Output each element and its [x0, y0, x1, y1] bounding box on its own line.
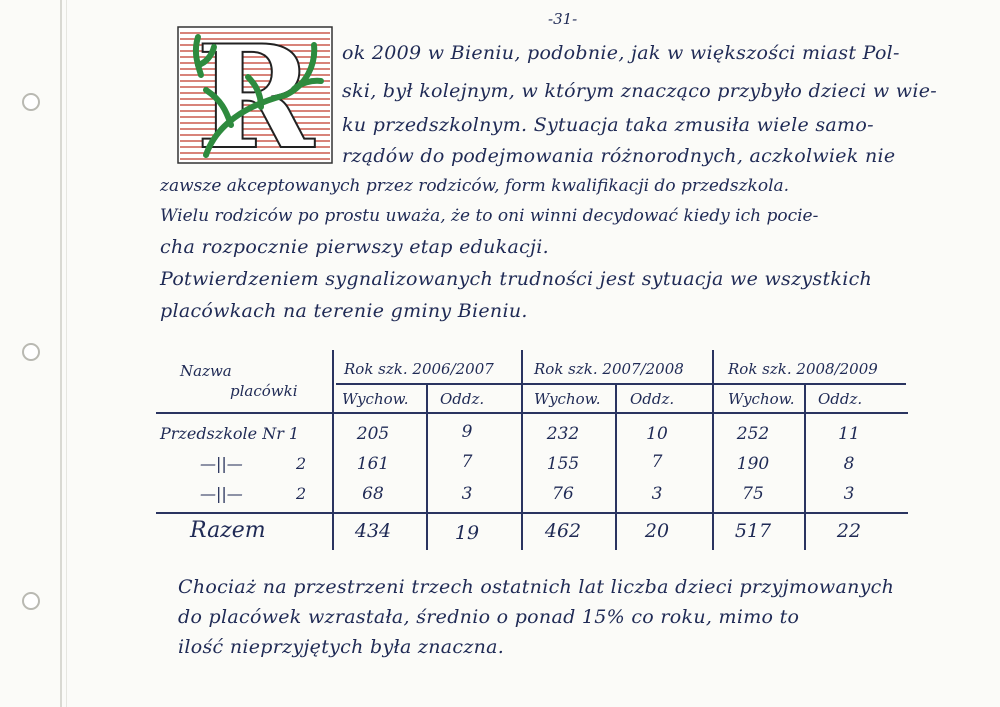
text-line: Chociaż na przestrzeni trzech ostatnich lat liczba dzieci przyjmowanych — [178, 576, 895, 598]
table-cell: 3 — [461, 484, 473, 504]
table-total-cell: 517 — [734, 520, 772, 542]
table-total-cell: 462 — [544, 520, 582, 542]
page-number: -31- — [548, 10, 578, 28]
decorated-initial-icon — [176, 25, 334, 165]
table-header-group: Rok szk. 2008/2009 — [728, 360, 878, 378]
table-subheader: Oddz. — [818, 390, 863, 408]
text-line: rządów do podejmowania różnorodnych, aczkolwiek nie — [342, 145, 896, 167]
text-line: zawsze akceptowanych przez rodziców, form kwalifikacji do przedszkola. — [160, 176, 790, 196]
table-row-label: —||— — [200, 454, 243, 473]
table-header-group: Rok szk. 2006/2007 — [344, 360, 494, 378]
binder-hole-icon — [22, 93, 40, 111]
table-cell: 190 — [736, 454, 770, 474]
text-line: ilość nieprzyjętych była znaczna. — [178, 636, 505, 658]
table-header-name: Nazwa — [180, 362, 232, 380]
table-total-label: Razem — [190, 518, 266, 543]
text-line: Wielu rodziców po prostu uważa, że to oni winni decydować kiedy ich pocie- — [160, 206, 819, 226]
table-subheader: Wychow. — [728, 390, 795, 408]
table-cell: 3 — [651, 484, 663, 504]
table-cell: 3 — [843, 484, 855, 504]
table-cell: 252 — [736, 424, 770, 444]
text-line: cha rozpocznie pierwszy etap edukacji. — [160, 236, 549, 258]
table-cell: 11 — [838, 424, 860, 444]
text-line: do placówek wzrastała, średnio o ponad 15% co roku, mimo to — [178, 606, 800, 628]
table-cell: 205 — [356, 424, 390, 444]
table-total-cell: 19 — [454, 522, 480, 544]
table-cell: 161 — [356, 454, 390, 474]
table-cell: 7 — [651, 452, 663, 472]
text-line: ku przedszkolnym. Sytuacja taka zmusiła wiele samo- — [342, 114, 874, 136]
table-row-number: 2 — [296, 454, 307, 473]
binder-hole-icon — [22, 343, 40, 361]
table-header-group: Rok szk. 2007/2008 — [534, 360, 684, 378]
table-row-label: —||— — [200, 484, 243, 503]
table-total-cell: 20 — [644, 520, 670, 542]
table-cell: 232 — [546, 424, 580, 444]
text-line: ski, był kolejnym, w którym znacząco przybyło dzieci w wie- — [342, 80, 937, 102]
table-subheader: Oddz. — [630, 390, 675, 408]
table-cell: 68 — [362, 484, 384, 504]
table-cell: 76 — [552, 484, 574, 504]
table-total-cell: 434 — [354, 520, 392, 542]
margin-line-secondary — [66, 0, 67, 707]
text-line: placówkach na terenie gminy Bieniu. — [160, 300, 528, 322]
table-subheader: Wychow. — [534, 390, 601, 408]
table-cell: 10 — [646, 424, 668, 444]
table-cell: 8 — [843, 454, 855, 474]
table-subheader: Wychow. — [342, 390, 409, 408]
table-subheader: Oddz. — [440, 390, 485, 408]
table-cell: 7 — [461, 452, 473, 472]
text-line: Potwierdzeniem sygnalizowanych trudności jest sytuacja we wszystkich — [160, 268, 873, 290]
table-cell: 9 — [461, 422, 473, 442]
table-header-name: placówki — [230, 382, 298, 400]
table-row-label: Przedszkole Nr 1 — [160, 424, 300, 443]
table-row-number: 2 — [296, 484, 307, 503]
table-cell: 155 — [546, 454, 580, 474]
table-total-cell: 22 — [836, 520, 862, 542]
table-cell: 75 — [742, 484, 764, 504]
initial-letter: R — [195, 25, 315, 165]
binder-hole-icon — [22, 592, 40, 610]
margin-line — [60, 0, 62, 707]
text-line: ok 2009 w Bieniu, podobnie, jak w większości miast Pol- — [342, 42, 900, 64]
